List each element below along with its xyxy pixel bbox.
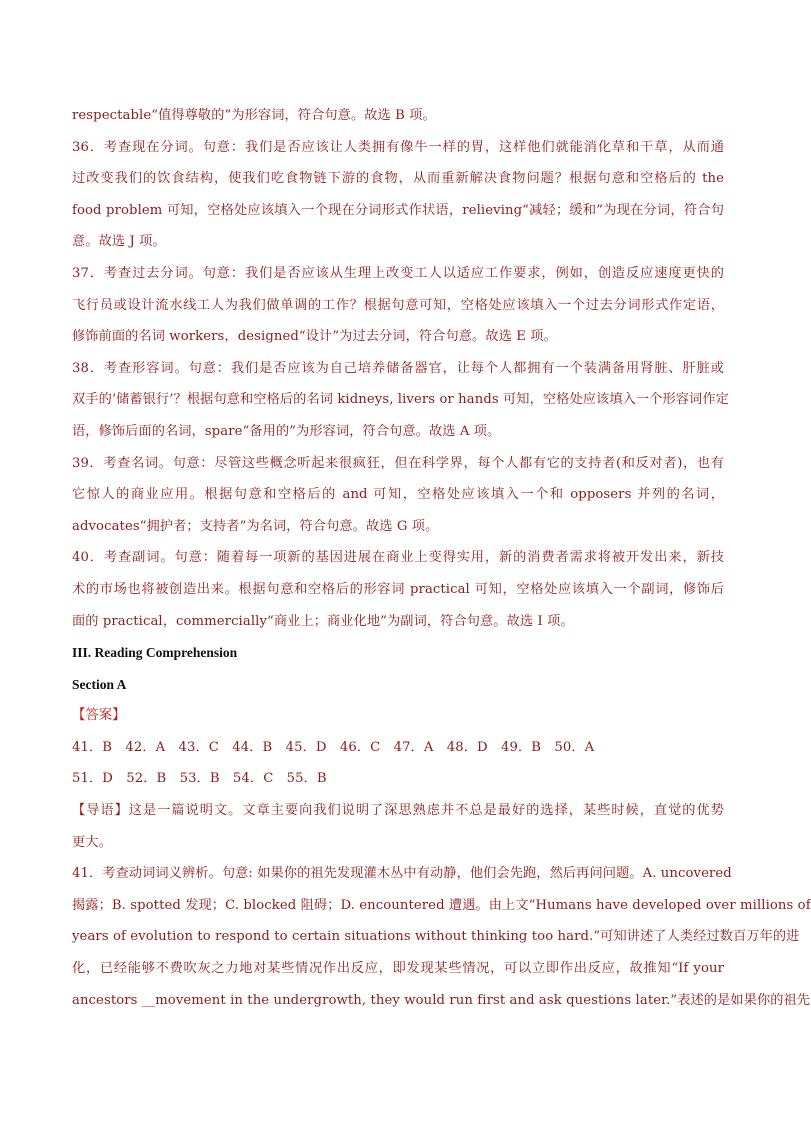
text-line: 语，修饰后面的名词，spare“备用的”为形容词，符合句意。故选 A 项。 <box>72 423 501 439</box>
text-line: 双手的‘储蓄银行’？根据句意和空格后的名词 kidneys, livers or hands 可知，空格处应该填入一个形容词作定 <box>72 392 729 408</box>
guide-line: 【导语】这是一篇说明文。文章主要向我们说明了深思熟虑并不总是最好的选择，某些时候，直觉的优势 <box>72 803 724 819</box>
text-line: 38．考查形容词。句意：我们是否应该为自己培养储备器官，让每个人都拥有一个装满备用肾脏、肝脏或 <box>72 360 724 376</box>
guide-line: 更大。 <box>72 834 112 850</box>
text-line: 它惊人的商业应用。根据句意和空格后的 and 可知，空格处应该填入一个和 opposers 并列的名词， <box>72 487 724 503</box>
document-page <box>72 100 811 1016</box>
text-line: 术的市场也将被创造出来。根据句意和空格后的形容词 practical 可知，空格处应该填入一个副词，修饰后 <box>72 581 724 597</box>
text-line: 40．考查副词。句意：随着每一项新的基因进展在商业上变得实用，新的消费者需求将被开发出来，新技 <box>72 550 724 566</box>
answers-row: 41．B 42．A 43．C 44．B 45．D 46．C 47．A 48．D 49．B 50．A <box>72 739 595 755</box>
text-line: 过改变我们的饮食结构，使我们吃食物链下游的食物，从而重新解决食物问题？根据句意和空格后的 the <box>72 171 724 187</box>
explanation-line: years of evolution to respond to certain situations without thinking too hard.”可知讲述了人类经过数百万年的进 <box>72 929 800 945</box>
explanation-line: 揭露；B. spotted 发现；C. blocked 阻碍；D. encountered 遭遇。由上文“Humans have developed over millions of <box>72 897 811 913</box>
sub-heading: Section A <box>72 676 127 692</box>
text-line: 37．考查过去分词。句意：我们是否应该从生理上改变工人以适应工作要求，例如，创造反应速度更快的 <box>72 265 724 281</box>
explanation-line: ancestors __movement in the undergrowth, they would run first and ask questions later.”表述的是如果你的祖先 <box>72 992 811 1008</box>
text-line: 39．考查名词。句意：尽管这些概念听起来很疯狂，但在科学界，每个人都有它的支持者(和反对者)，也有 <box>72 455 724 471</box>
text-line: advocates“拥护者；支持者”为名词，符合句意。故选 G 项。 <box>72 518 439 534</box>
explanation-line: 化，已经能够不费吹灰之力地对某些情况作出反应，即发现某些情况，可以立即作出反应，故推知“If your <box>72 961 724 977</box>
text-line: respectable“值得尊敬的”为形容词，符合句意。故选 B 项。 <box>72 108 436 123</box>
text-line: 修饰前面的名词 workers，designed“设计”为过去分词，符合句意。故选 E 项。 <box>72 329 557 345</box>
text-line: 飞行员或设计流水线工人为我们做单调的工作？根据句意可知，空格处应该填入一个过去分词形式作定语， <box>72 297 724 313</box>
text-line: 意。故选 J 项。 <box>72 234 166 250</box>
text-line: 36．考查现在分词。句意：我们是否应该让人类拥有像牛一样的胃，这样他们就能消化草和干草，从而通 <box>72 139 724 155</box>
answer-label: 【答案】 <box>72 708 126 724</box>
text-line: food problem 可知，空格处应该填入一个现在分词形式作状语，relieving“减轻；缓和”为现在分词，符合句 <box>72 202 724 218</box>
text-line: 面的 practical，commercially“商业上；商业化地”为副词，符合句意。故选 I 项。 <box>72 613 574 629</box>
section-heading: III. Reading Comprehension <box>72 645 238 661</box>
answers-row: 51．D 52．B 53．B 54．C 55．B <box>72 771 327 787</box>
explanation-line: 41．考查动词词义辨析。句意: 如果你的祖先发现灌木丛中有动静，他们会先跑，然后再问问题。A. uncovered <box>72 866 732 882</box>
